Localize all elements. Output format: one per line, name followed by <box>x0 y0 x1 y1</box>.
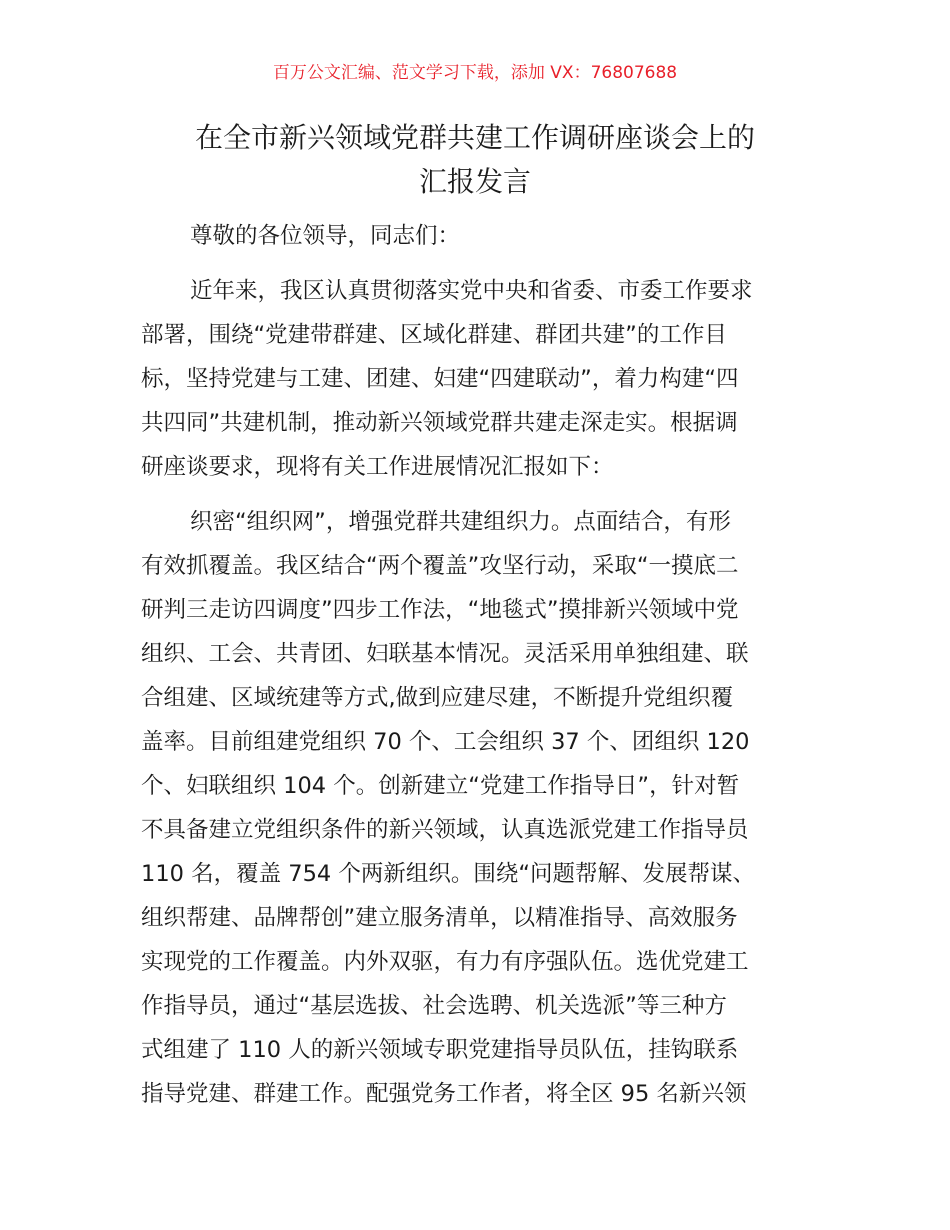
paragraph-line: 织密“组织网”，增强党群共建组织力。点面结合，有形 <box>190 509 731 535</box>
paragraph-line: 盖率。目前组建党组织 70 个、工会组织 37 个、团组织 120 <box>141 729 750 755</box>
paragraph-line: 组织帮建、品牌帮创”建立服务清单，以精准指导、高效服务 <box>141 905 738 931</box>
paragraph-line: 部署，围绕“党建带群建、区域化群建、群团共建”的工作目 <box>141 322 727 348</box>
document-title <box>120 116 830 204</box>
paragraph-line: 研座谈要求，现将有关工作进展情况汇报如下： <box>141 454 614 480</box>
paragraph-line: 指导党建、群建工作。配强党务工作者，将全区 95 名新兴领 <box>141 1081 747 1107</box>
paragraph-line: 研判三走访四调度”四步工作法，“地毯式”摸排新兴领域中党 <box>141 597 739 623</box>
paragraph-line: 近年来，我区认真贯彻落实党中央和省委、市委工作要求 <box>190 278 753 304</box>
paragraph-1 <box>141 269 811 489</box>
paragraph-line: 式组建了 110 人的新兴领域专职党建指导员队伍，挂钩联系 <box>141 1037 739 1063</box>
salutation: 尊敬的各位领导，同志们： <box>190 223 461 249</box>
paragraph-line: 组织、工会、共青团、妇联基本情况。灵活采用单独组建、联 <box>141 641 749 667</box>
title-line-2: 汇报发言 <box>418 165 531 198</box>
paragraph-line: 共四同”共建机制，推动新兴领域党群共建走深走实。根据调 <box>141 410 738 436</box>
paragraph-gap <box>141 258 811 269</box>
paragraph-2 <box>141 500 811 1116</box>
title-line-1: 在全市新兴领域党群共建工作调研座谈会上的 <box>194 121 755 154</box>
paragraph-line: 合组建、区域统建等方式,做到应建尽建，不断提升党组织覆 <box>141 685 734 711</box>
watermark-header: 百万公文汇编、范文学习下载，添加 VX：76807688 <box>272 63 678 83</box>
paragraph-line: 有效抓覆盖。我区结合“两个覆盖”攻坚行动，采取“一摸底二 <box>141 553 739 579</box>
document-body <box>141 214 811 1116</box>
paragraph-gap <box>141 489 811 500</box>
paragraph-line: 个、妇联组织 104 个。创新建立“党建工作指导日”，针对暂 <box>141 773 740 799</box>
paragraph-line: 实现党的工作覆盖。内外双驱，有力有序强队伍。选优党建工 <box>141 949 749 975</box>
paragraph-line: 标，坚持党建与工建、团建、妇建“四建联动”，着力构建“四 <box>141 366 739 392</box>
paragraph-line: 不具备建立党组织条件的新兴领域，认真选派党建工作指导员 <box>141 817 749 843</box>
paragraph-line: 110 名，覆盖 754 个两新组织。围绕“问题帮解、发展帮谋、 <box>141 861 756 887</box>
paragraph-line: 作指导员，通过“基层选拔、社会选聘、机关选派”等三种方 <box>141 993 727 1019</box>
